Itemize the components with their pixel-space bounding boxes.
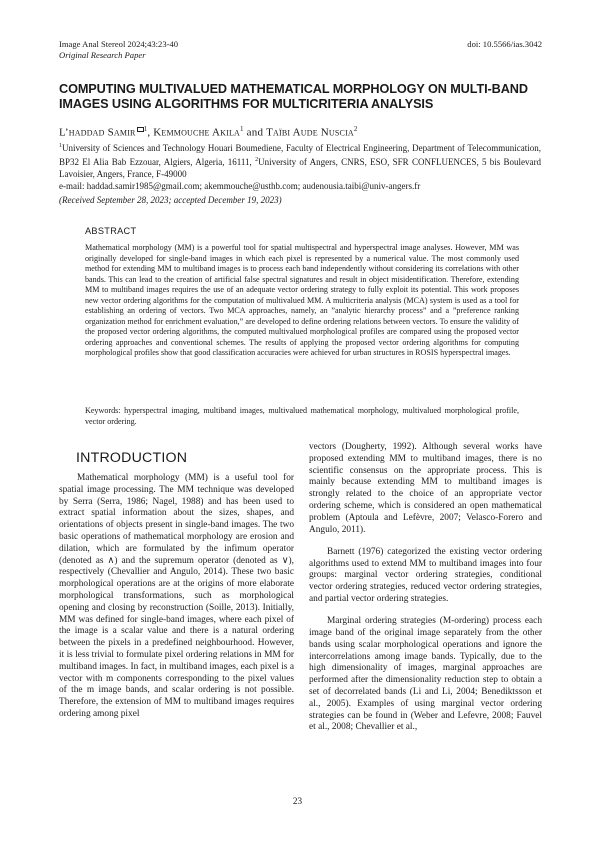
page-number: 23 xyxy=(292,796,303,806)
author-name: Taïbi Aude Nuscia xyxy=(266,126,354,139)
abstract-heading: ABSTRACT xyxy=(85,226,137,236)
doi-label: doi: 10.5566/ias.3042 xyxy=(467,39,542,49)
right-column xyxy=(309,442,542,734)
journal-citation: Image Anal Stereol 2024;43:23-40 xyxy=(59,39,179,49)
paragraph: Barnett (1976) categorized the existing vector ordering algorithms used to extend MM to multiband images into four groups: marginal vector ordering strategies, conditional vector ordering strategies, reduced vector ordering strategies, and partial vector ordering strategies. xyxy=(309,546,542,604)
author-affiliation-mark: 1 xyxy=(143,125,148,133)
affiliation-mark: 2 xyxy=(255,157,259,164)
received-dates: (Received September 28, 2023; accepted December 19, 2023) xyxy=(59,195,282,205)
affiliation-mark: 1 xyxy=(59,143,62,149)
affiliation-text: University of Angers, CNRS, ESO, SFR CONFLUENCES, 5 bis Boulevard Lavoisier, Angers, France, F-49000 xyxy=(59,157,541,180)
author-separator: and xyxy=(243,126,267,139)
paragraph: Mathematical morphology (MM) is a useful tool for spatial image processing. The MM technique was developed by Serra (Serra, 1986; Nagel, 1988) and has been used to extract spatial information about the sizes, shapes, and orientations of objects present in single-band images. The two basic operations of mathematical morphology are erosion and dilation, which are formulated by the infimum operator (denoted as ∧) and the supremum operator (denoted as ∨), respectively (Chevallier and Angulo, 2014). These two basic morphological operations are at the origins of more elaborate morphological transformations, such as morphological opening and closing by reconstruction (Soille, 2013). Initially, MM was defined for single-band images, where each pixel of the image is a scalar value and there is a natural ordering between the pixels in a predefined neighbourhood. However, it is less trivial to formulate pixel ordering relations in MM for multiband images. In fact, in multiband images, each pixel is a vector with m components corresponding to the pixel values of the m image bands, and scalar ordering is not possible. Therefore, the extension of MM to multiband images requires ordering among pixel xyxy=(59,473,294,719)
author-list xyxy=(59,122,541,140)
author-name: Kemmouche Akila xyxy=(153,126,241,139)
paragraph: vectors (Dougherty, 1992). Although several works have proposed extending MM to multiband images, there is no scientific consensus on the appropriate process. This is mainly because extending MM to multiband images is strongly related to the choice of an appropriate vector ordering scheme, which is considered an open mathematical problem (Aptoula and Lefèvre, 2007; Velasco-Forero and Angulo, 2011). xyxy=(309,442,542,535)
author-affiliation-mark: 2 xyxy=(353,125,358,133)
affiliation-text: University of Sciences and Technology Houari Boumediene, Faculty of Electrical Engineering, Department of Telecommunication, BP32 El Alia Bab Ezzouar, Algiers, Algeria, 16111, xyxy=(59,143,541,168)
envelope-icon xyxy=(137,127,144,132)
author-separator: , xyxy=(147,126,154,139)
left-column xyxy=(59,473,294,721)
author-affiliation-mark: 1 xyxy=(240,125,244,133)
author-name: L’haddad Samir xyxy=(59,126,136,139)
article-type: Original Research Paper xyxy=(59,50,146,60)
email-list: e-mail: haddad.samir1985@gmail.com; akemmouche@usthb.com; audenousia.taibi@univ-angers.fr xyxy=(59,181,421,192)
keywords: Keywords: hyperspectral imaging, multiband images, multivalued mathematical morphology, multivalued morphological profile, vector ordering. xyxy=(85,406,519,426)
paper-title: COMPUTING MULTIVALUED MATHEMATICAL MORPHOLOGY ON MULTI-BAND IMAGES USING ALGORITHMS FOR MULTICRITERIA ANALYSIS xyxy=(59,82,528,111)
affiliations xyxy=(59,140,541,192)
section-heading: INTRODUCTION xyxy=(76,450,188,466)
paragraph: Marginal ordering strategies (M-ordering) process each image band of the original image separately from the other bands using scalar morphological operations and ignore the intercorrelations among image bands. Typically, due to the high dimensionality of images, marginal approaches are performed after the dimensionality reduction step to obtain a set of decorrelated bands (Li and Li, 2004; Benediktsson et al., 2005). Examples of using marginal vector ordering strategies can be found in (Weber and Lefevre, 2008; Fauvel et al., 2008; Chevallier et al., xyxy=(309,616,542,733)
abstract-body: Mathematical morphology (MM) is a powerful tool for spatial multispectral and hyperspectral image analyses. However, MM was originally developed for single-band images in which each pixel is represented by a numerical value. The most commonly used method for extending MM to multiband images is to process each band independently without considering its correlations with other bands. This can lead to the creation of artificial false spectral signatures and result in object misidentification. Therefore, extending MM to multiband images requires the use of an adequate vector ordering strategy to fully exploit its potential. This work proposes new vector ordering algorithms for the computation of multivalued MM. A multicriteria analysis (MCA) system is used as a tool for establishing an ordering of vectors. Two MCA approaches, namely, an ”analytic hierarchy process” and a ”preference ranking organization method for enrichment evaluation,” are developed to define ordering relations between vectors. To ensure the validity of the proposed vector ordering algorithms, the computed multivalued morphological profiles are compared using the proposed vector ordering approaches and conventional schemes. The results of applying the proposed vector ordering algorithms for computing morphological profiles show that good classification accuracies were achieved for urban structures in ROSIS hyperspectral images. xyxy=(85,243,519,357)
